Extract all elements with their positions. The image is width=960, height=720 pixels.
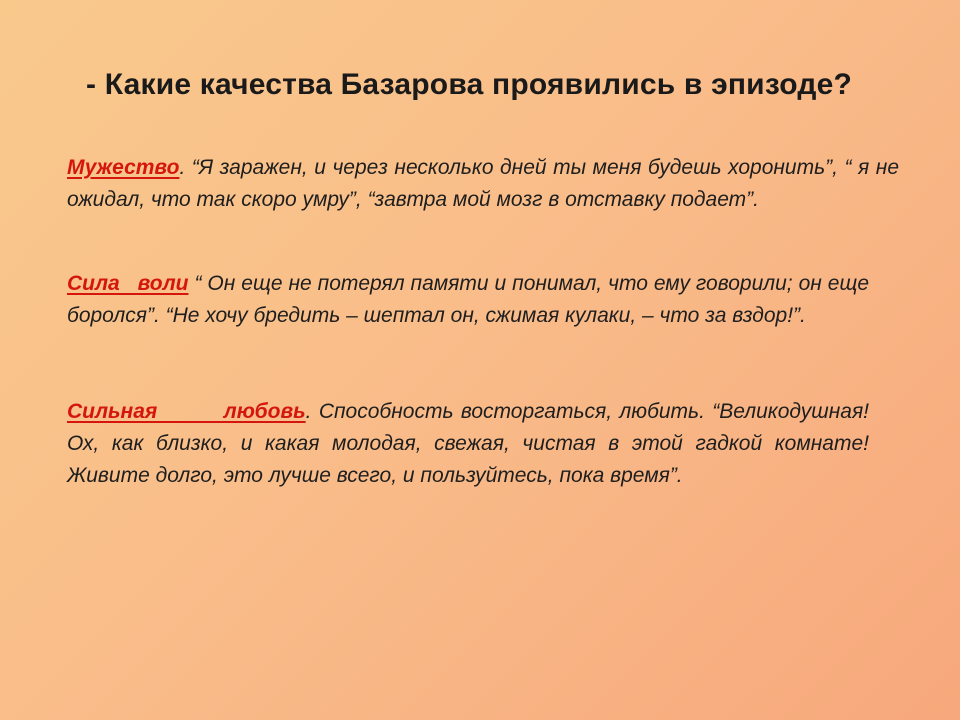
slide-title: - Какие качества Базарова проявились в эпизоде? — [86, 68, 852, 101]
quality-text-courage: . “Я заражен, и через несколько дней ты меня будешь хоронить”, “ я не ожидал, что так скоро умру”, “завтра мой мозг в отставку подает”. — [67, 156, 899, 211]
quality-paragraph-willpower — [67, 268, 869, 332]
quality-text-love: . Способность восторгаться, любить. “Великодушная! Ох, как близко, и какая молодая, свежая, чистая в этой гадкой комнате! Живите долго, это лучше всего, и пользуйтесь, пока время”. — [67, 400, 869, 487]
quality-text-willpower: “ Он еще не потерял памяти и понимал, что ему говорили; он еще боролся”. “Не хочу бредить – шептал он, сжимая кулаки, – что за вздор!”. — [67, 272, 869, 327]
quality-term-love: Сильная любовь — [67, 400, 306, 423]
quality-paragraph-courage — [67, 152, 899, 216]
quality-paragraph-love — [67, 396, 869, 492]
quality-term-willpower: Сила воли — [67, 272, 189, 295]
quality-term-courage: Мужество — [67, 156, 180, 179]
